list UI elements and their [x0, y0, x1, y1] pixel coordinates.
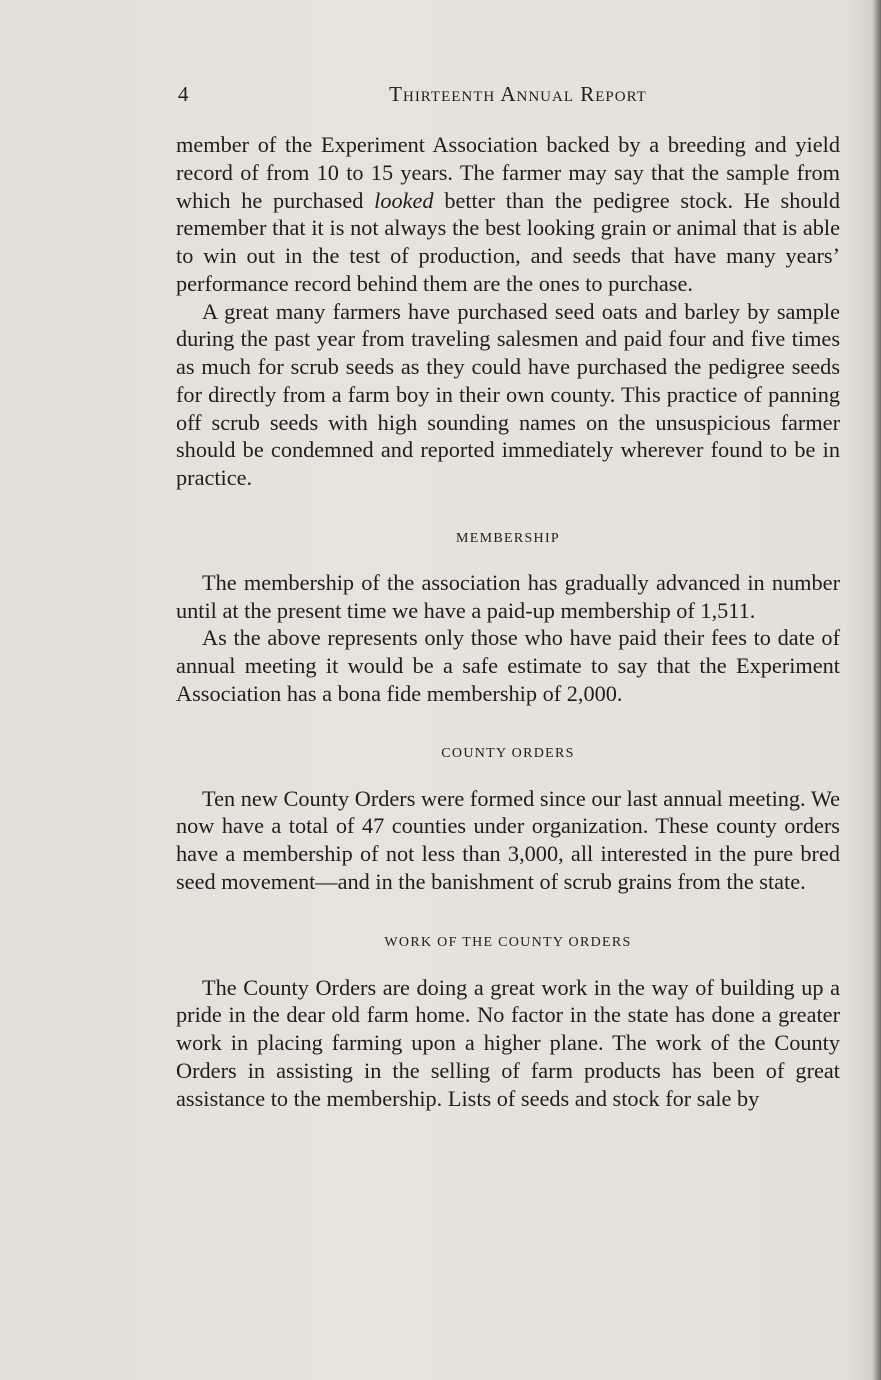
section-heading-county-orders: COUNTY ORDERS — [441, 745, 575, 761]
running-title: Thirteenth Annual Report — [389, 82, 647, 106]
paragraph: A great many farmers have purchased seed oats and barley by sample during the past year from traveling salesmen and paid four and five times as much for scrub seeds as they could have purchased the pedigree seeds for directly from a farm boy in their own county. This practice of panning off scrub seeds with high sounding names on the unsuspicious farmer should be condemned and reported immediately wherever found to be in practice. — [176, 298, 840, 490]
page-header — [176, 78, 840, 110]
section-heading-membership: MEMBERSHIP — [455, 530, 561, 546]
paragraph: Ten new County Orders were formed since our last annual meeting. We now have a total of 47 counties under organization. These county orders have a membership of not less than 3,000, all interested in the pure bred seed movement—and in the banishment of scrub grains from the state. — [176, 785, 840, 894]
paragraph-continuation — [176, 131, 840, 298]
italic-emphasis: looked — [374, 187, 434, 213]
text-run: member of the Experiment Association backed by a breeding and yield record of from 10 to 15 years. The farmer may say that the sample from which he purchased — [176, 132, 840, 213]
text-run: better than the pedigree stock. He should remember that it is not always the best looking grain or animal that is able to win out in the test of production, and seeds that have many years’ performance record behind them are the ones to purchase. — [176, 187, 840, 296]
paragraph: As the above represents only those who have paid their fees to date of annual meeting it would be a safe estimate to say that the Experiment Association has a bona fide membership of 2,000. — [176, 625, 840, 706]
section-heading-work-of-county-orders: WORK OF THE COUNTY ORDERS — [384, 934, 632, 950]
paragraph: The County Orders are doing a great work in the way of building up a pride in the dear old farm home. No factor in the state has done a greater work in placing farming upon a higher plane. The work of the County Orders in assisting in the selling of farm products has been of great assistance to the membership. Lists of seeds and stock for sale by — [176, 974, 840, 1111]
body-text — [176, 131, 840, 1112]
paragraph: The membership of the association has gradually advanced in number until at the present time we have a paid-up membership of 1,511. — [176, 569, 840, 623]
page-number: 4 — [178, 82, 189, 106]
